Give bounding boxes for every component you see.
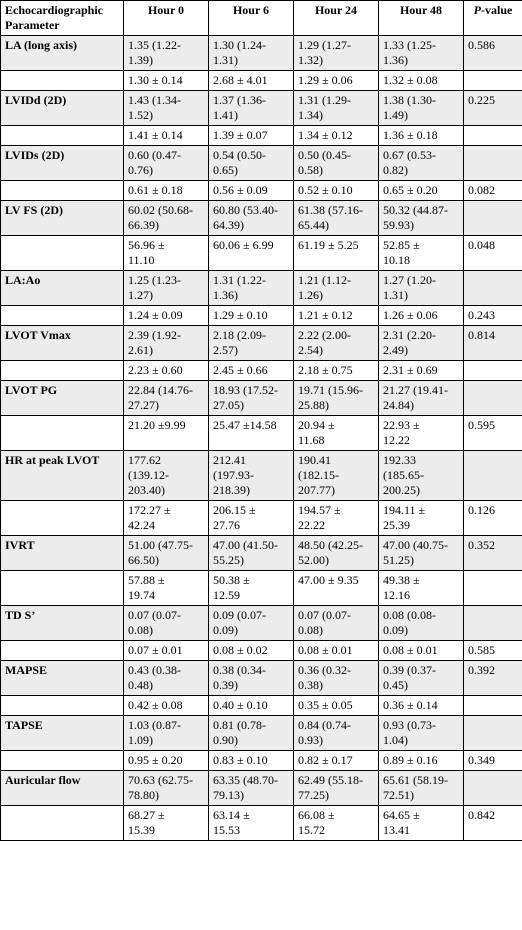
value-cell-h6: 60.80 (53.40- 64.39)	[209, 201, 294, 236]
value-cell-h48: 1.33 (1.25- 1.36)	[379, 36, 464, 71]
parameter-cell	[1, 416, 124, 451]
p-value-cell: 0.842	[464, 806, 522, 841]
p-value-cell	[464, 696, 522, 716]
p-value-cell: 0.048	[464, 236, 522, 271]
value-cell-h0: 1.41 ± 0.14	[124, 126, 209, 146]
parameter-cell: LVOT PG	[1, 381, 124, 416]
header-parameter: Echocardiographic Parameter	[1, 1, 124, 36]
value-cell-h24: 1.31 (1.29- 1.34)	[294, 91, 379, 126]
table-row	[1, 146, 522, 181]
value-cell-h24: 0.50 (0.45- 0.58)	[294, 146, 379, 181]
value-cell-h6: 1.31 (1.22- 1.36)	[209, 271, 294, 306]
table-row	[1, 606, 522, 641]
value-cell-h0: 1.35 (1.22- 1.39)	[124, 36, 209, 71]
p-value-cell: 0.814	[464, 326, 522, 361]
value-cell-h0: 0.61 ± 0.18	[124, 181, 209, 201]
table-row	[1, 126, 522, 146]
table-row	[1, 326, 522, 361]
value-cell-h48: 0.89 ± 0.16	[379, 751, 464, 771]
value-cell-h6: 25.47 ±14.58	[209, 416, 294, 451]
value-cell-h0: 1.03 (0.87- 1.09)	[124, 716, 209, 751]
value-cell-h6: 1.29 ± 0.10	[209, 306, 294, 326]
p-value-cell	[464, 71, 522, 91]
parameter-cell: LVIDs (2D)	[1, 146, 124, 181]
table-row	[1, 201, 522, 236]
value-cell-h0: 21.20 ±9.99	[124, 416, 209, 451]
p-value-cell: 0.243	[464, 306, 522, 326]
value-cell-h6: 1.39 ± 0.07	[209, 126, 294, 146]
value-cell-h0: 0.42 ± 0.08	[124, 696, 209, 716]
parameter-cell	[1, 181, 124, 201]
parameter-cell: TD S’	[1, 606, 124, 641]
value-cell-h48: 1.32 ± 0.08	[379, 71, 464, 91]
table-row	[1, 661, 522, 696]
parameter-cell: TAPSE	[1, 716, 124, 751]
value-cell-h48: 0.36 ± 0.14	[379, 696, 464, 716]
value-cell-h6: 63.14 ± 15.53	[209, 806, 294, 841]
parameter-cell	[1, 501, 124, 536]
value-cell-h0: 57.88 ± 19.74	[124, 571, 209, 606]
table-row	[1, 451, 522, 501]
value-cell-h48: 0.08 (0.08- 0.09)	[379, 606, 464, 641]
value-cell-h24: 19.71 (15.96- 25.88)	[294, 381, 379, 416]
p-value-cell	[464, 361, 522, 381]
table-row	[1, 71, 522, 91]
table-row	[1, 716, 522, 751]
parameter-cell	[1, 696, 124, 716]
value-cell-h24: 1.21 (1.12- 1.26)	[294, 271, 379, 306]
table-row	[1, 236, 522, 271]
p-value-cell: 0.126	[464, 501, 522, 536]
table-row	[1, 751, 522, 771]
value-cell-h0: 172.27 ± 42.24	[124, 501, 209, 536]
value-cell-h48: 192.33 (185.65- 200.25)	[379, 451, 464, 501]
value-cell-h48: 2.31 ± 0.69	[379, 361, 464, 381]
header-hour-0: Hour 0	[124, 1, 209, 36]
value-cell-h6: 0.38 (0.34- 0.39)	[209, 661, 294, 696]
value-cell-h24: 190.41 (182.15- 207.77)	[294, 451, 379, 501]
value-cell-h0: 0.60 (0.47- 0.76)	[124, 146, 209, 181]
value-cell-h48: 1.27 (1.20- 1.31)	[379, 271, 464, 306]
p-value-cell	[464, 451, 522, 501]
p-value-cell: 0.595	[464, 416, 522, 451]
table-row	[1, 571, 522, 606]
value-cell-h6: 47.00 (41.50- 55.25)	[209, 536, 294, 571]
p-value-cell	[464, 271, 522, 306]
value-cell-h24: 61.38 (57.16- 65.44)	[294, 201, 379, 236]
value-cell-h0: 1.43 (1.34- 1.52)	[124, 91, 209, 126]
parameter-cell	[1, 806, 124, 841]
parameter-cell: Auricular flow	[1, 771, 124, 806]
p-value-cell: 0.585	[464, 641, 522, 661]
header-hour-48: Hour 48	[379, 1, 464, 36]
value-cell-h0: 1.24 ± 0.09	[124, 306, 209, 326]
value-cell-h6: 0.56 ± 0.09	[209, 181, 294, 201]
parameter-cell	[1, 126, 124, 146]
value-cell-h48: 2.31 (2.20- 2.49)	[379, 326, 464, 361]
value-cell-h6: 2.68 ± 4.01	[209, 71, 294, 91]
p-value-cell	[464, 381, 522, 416]
value-cell-h6: 60.06 ± 6.99	[209, 236, 294, 271]
value-cell-h6: 1.37 (1.36- 1.41)	[209, 91, 294, 126]
value-cell-h6: 212.41 (197.93- 218.39)	[209, 451, 294, 501]
parameter-cell: MAPSE	[1, 661, 124, 696]
value-cell-h24: 0.35 ± 0.05	[294, 696, 379, 716]
value-cell-h24: 47.00 ± 9.35	[294, 571, 379, 606]
value-cell-h48: 0.08 ± 0.01	[379, 641, 464, 661]
value-cell-h6: 18.93 (17.52- 27.05)	[209, 381, 294, 416]
parameter-cell: HR at peak LVOT	[1, 451, 124, 501]
p-value-cell: 0.352	[464, 536, 522, 571]
table-row	[1, 536, 522, 571]
p-value-cell	[464, 146, 522, 181]
table-row	[1, 641, 522, 661]
value-cell-h6: 0.08 ± 0.02	[209, 641, 294, 661]
value-cell-h48: 0.65 ± 0.20	[379, 181, 464, 201]
value-cell-h48: 1.36 ± 0.18	[379, 126, 464, 146]
value-cell-h48: 47.00 (40.75- 51.25)	[379, 536, 464, 571]
value-cell-h24: 1.21 ± 0.12	[294, 306, 379, 326]
table-row	[1, 361, 522, 381]
value-cell-h6: 0.81 (0.78- 0.90)	[209, 716, 294, 751]
value-cell-h0: 1.30 ± 0.14	[124, 71, 209, 91]
value-cell-h0: 0.07 ± 0.01	[124, 641, 209, 661]
value-cell-h6: 50.38 ± 12.59	[209, 571, 294, 606]
value-cell-h48: 65.61 (58.19- 72.51)	[379, 771, 464, 806]
parameter-cell	[1, 306, 124, 326]
header-hour-24: Hour 24	[294, 1, 379, 36]
value-cell-h24: 2.22 (2.00- 2.54)	[294, 326, 379, 361]
value-cell-h48: 22.93 ± 12.22	[379, 416, 464, 451]
value-cell-h48: 50.32 (44.87- 59.93)	[379, 201, 464, 236]
value-cell-h0: 1.25 (1.23- 1.27)	[124, 271, 209, 306]
header-p-italic: P	[473, 3, 481, 17]
value-cell-h24: 0.52 ± 0.10	[294, 181, 379, 201]
header-hour-6: Hour 6	[209, 1, 294, 36]
parameter-cell	[1, 361, 124, 381]
value-cell-h0: 56.96 ± 11.10	[124, 236, 209, 271]
value-cell-h48: 1.26 ± 0.06	[379, 306, 464, 326]
value-cell-h24: 62.49 (55.18- 77.25)	[294, 771, 379, 806]
value-cell-h24: 1.34 ± 0.12	[294, 126, 379, 146]
value-cell-h6: 2.18 (2.09- 2.57)	[209, 326, 294, 361]
value-cell-h0: 70.63 (62.75- 78.80)	[124, 771, 209, 806]
table-row	[1, 36, 522, 71]
value-cell-h24: 0.84 (0.74- 0.93)	[294, 716, 379, 751]
table-row	[1, 771, 522, 806]
parameter-cell	[1, 71, 124, 91]
table-row	[1, 416, 522, 451]
value-cell-h0: 0.95 ± 0.20	[124, 751, 209, 771]
table-header-row	[1, 1, 522, 36]
parameter-cell: LA (long axis)	[1, 36, 124, 71]
value-cell-h48: 1.38 (1.30- 1.49)	[379, 91, 464, 126]
value-cell-h24: 2.18 ± 0.75	[294, 361, 379, 381]
value-cell-h24: 0.36 (0.32- 0.38)	[294, 661, 379, 696]
parameter-cell: LVOT Vmax	[1, 326, 124, 361]
value-cell-h24: 0.08 ± 0.01	[294, 641, 379, 661]
value-cell-h24: 48.50 (42.25- 52.00)	[294, 536, 379, 571]
header-p-value	[464, 1, 522, 36]
table-row	[1, 271, 522, 306]
value-cell-h48: 194.11 ± 25.39	[379, 501, 464, 536]
value-cell-h0: 0.07 (0.07- 0.08)	[124, 606, 209, 641]
parameter-cell	[1, 236, 124, 271]
value-cell-h6: 0.09 (0.07- 0.09)	[209, 606, 294, 641]
value-cell-h24: 1.29 ± 0.06	[294, 71, 379, 91]
table-row	[1, 381, 522, 416]
value-cell-h0: 22.84 (14.76- 27.27)	[124, 381, 209, 416]
table-row	[1, 306, 522, 326]
value-cell-h48: 0.39 (0.37- 0.45)	[379, 661, 464, 696]
parameter-cell	[1, 751, 124, 771]
parameter-cell: LV FS (2D)	[1, 201, 124, 236]
p-value-cell	[464, 606, 522, 641]
parameter-cell: LVIDd (2D)	[1, 91, 124, 126]
value-cell-h24: 61.19 ± 5.25	[294, 236, 379, 271]
table-row	[1, 806, 522, 841]
value-cell-h24: 66.08 ± 15.72	[294, 806, 379, 841]
p-value-cell: 0.392	[464, 661, 522, 696]
parameter-cell: LA:Ao	[1, 271, 124, 306]
value-cell-h0: 2.39 (1.92- 2.61)	[124, 326, 209, 361]
table-row	[1, 91, 522, 126]
parameter-cell	[1, 641, 124, 661]
value-cell-h48: 49.38 ± 12.16	[379, 571, 464, 606]
value-cell-h6: 1.30 (1.24- 1.31)	[209, 36, 294, 71]
value-cell-h6: 63.35 (48.70- 79.13)	[209, 771, 294, 806]
value-cell-h24: 0.82 ± 0.17	[294, 751, 379, 771]
table-row	[1, 501, 522, 536]
value-cell-h48: 64.65 ± 13.41	[379, 806, 464, 841]
value-cell-h24: 1.29 (1.27- 1.32)	[294, 36, 379, 71]
value-cell-h48: 52.85 ± 10.18	[379, 236, 464, 271]
value-cell-h0: 0.43 (0.38- 0.48)	[124, 661, 209, 696]
p-value-cell	[464, 201, 522, 236]
value-cell-h48: 21.27 (19.41- 24.84)	[379, 381, 464, 416]
value-cell-h0: 177.62 (139.12- 203.40)	[124, 451, 209, 501]
p-value-cell	[464, 716, 522, 751]
value-cell-h0: 2.23 ± 0.60	[124, 361, 209, 381]
value-cell-h0: 51.00 (47.75- 66.50)	[124, 536, 209, 571]
value-cell-h6: 0.40 ± 0.10	[209, 696, 294, 716]
p-value-cell	[464, 771, 522, 806]
p-value-cell: 0.225	[464, 91, 522, 126]
value-cell-h48: 0.67 (0.53- 0.82)	[379, 146, 464, 181]
parameter-cell: IVRT	[1, 536, 124, 571]
value-cell-h24: 194.57 ± 22.22	[294, 501, 379, 536]
p-value-cell: 0.082	[464, 181, 522, 201]
value-cell-h0: 68.27 ± 15.39	[124, 806, 209, 841]
table-body	[1, 36, 522, 841]
p-value-cell	[464, 571, 522, 606]
p-value-cell: 0.349	[464, 751, 522, 771]
value-cell-h6: 2.45 ± 0.66	[209, 361, 294, 381]
header-p-suffix: -value	[481, 3, 513, 17]
p-value-cell: 0.586	[464, 36, 522, 71]
value-cell-h24: 0.07 (0.07- 0.08)	[294, 606, 379, 641]
table-row	[1, 181, 522, 201]
value-cell-h48: 0.93 (0.73- 1.04)	[379, 716, 464, 751]
table-row	[1, 696, 522, 716]
value-cell-h6: 0.83 ± 0.10	[209, 751, 294, 771]
value-cell-h6: 206.15 ± 27.76	[209, 501, 294, 536]
p-value-cell	[464, 126, 522, 146]
parameter-cell	[1, 571, 124, 606]
value-cell-h6: 0.54 (0.50- 0.65)	[209, 146, 294, 181]
value-cell-h24: 20.94 ± 11.68	[294, 416, 379, 451]
value-cell-h0: 60.02 (50.68- 66.39)	[124, 201, 209, 236]
